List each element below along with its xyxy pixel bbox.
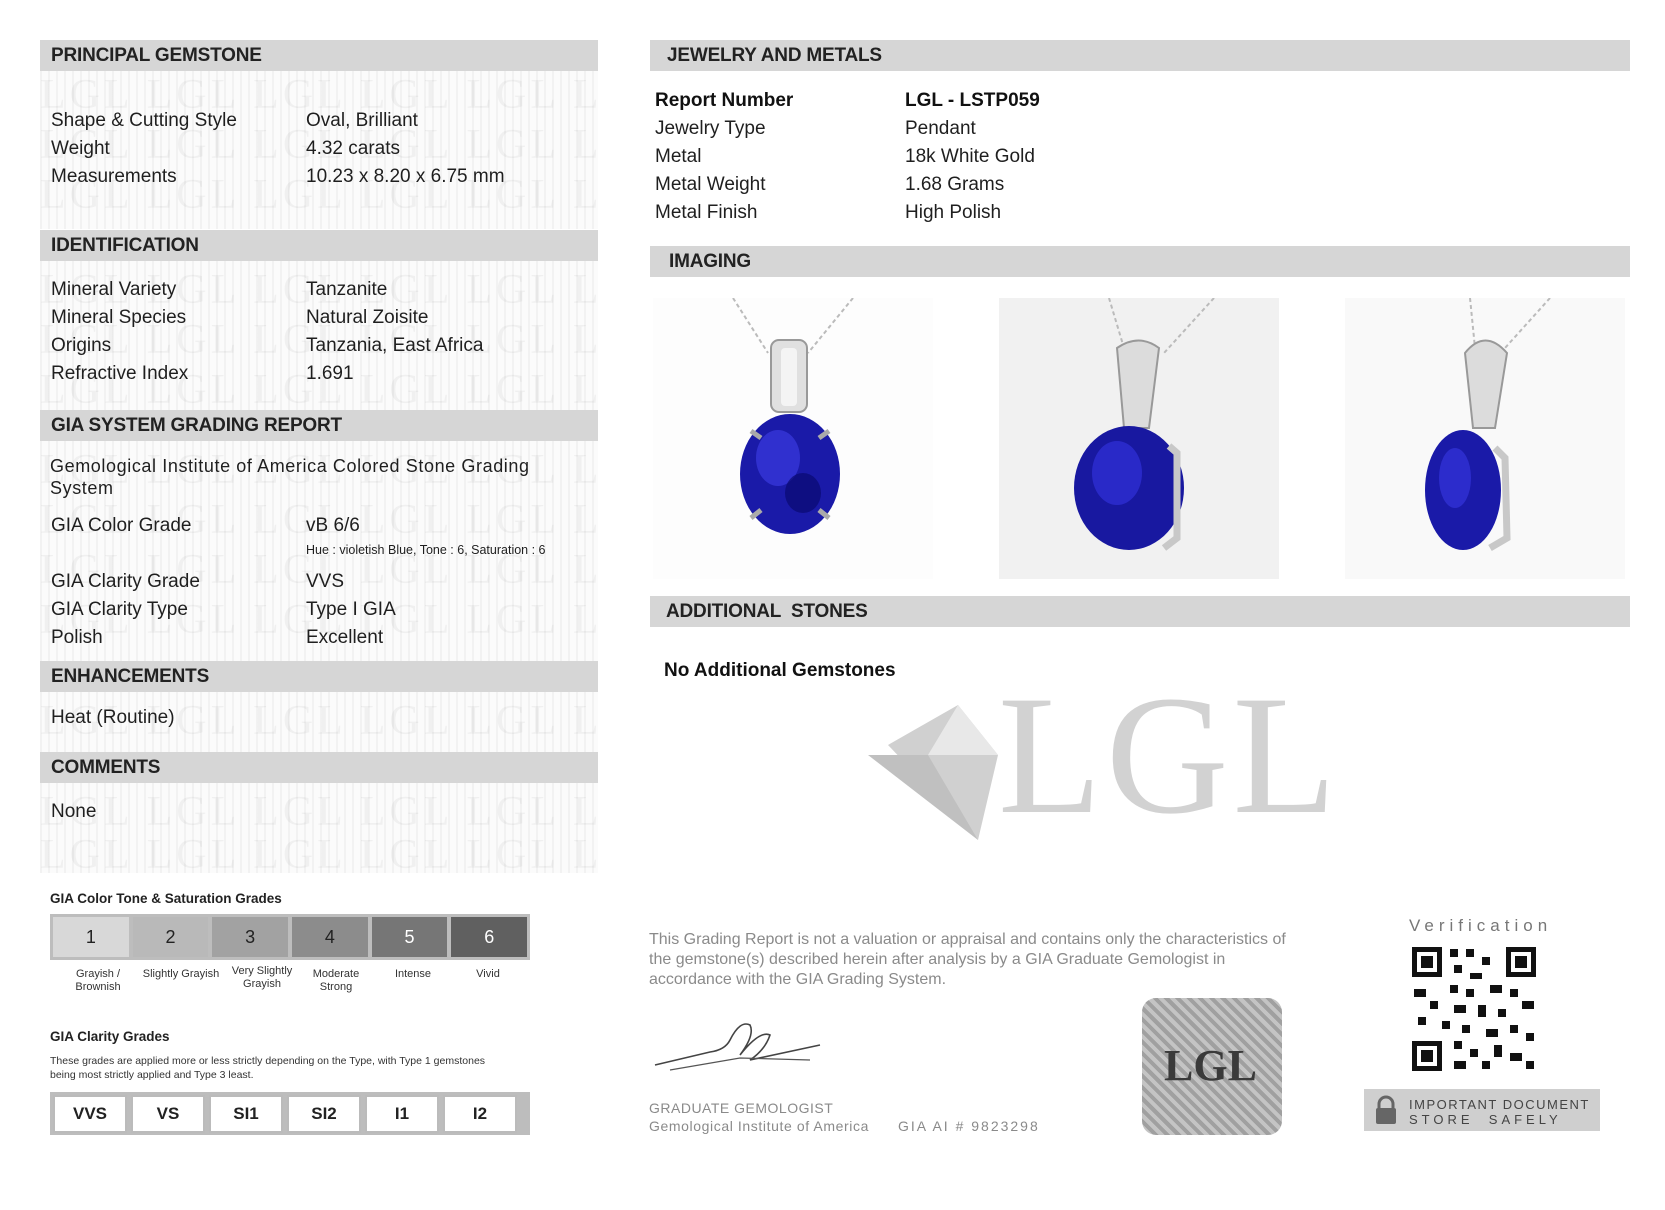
tone-desc-2: Slightly Grayish: [142, 968, 220, 980]
qr-code-icon: [1410, 945, 1538, 1073]
tone-desc-1: Grayish / Brownish: [75, 968, 121, 993]
clarity-cell: VVS: [53, 1095, 127, 1133]
gia-clarity-grade-label: GIA Clarity Grade: [51, 571, 200, 592]
pendant-angle-image: [999, 298, 1279, 579]
lgl-logo: [868, 661, 1341, 850]
tone-cell-1: 1: [53, 917, 129, 957]
metal-label: Metal: [655, 146, 702, 167]
watermark-panel: [40, 783, 598, 873]
clarity-cell: SI2: [287, 1095, 361, 1133]
clarity-cell: SI1: [209, 1095, 283, 1133]
tone-desc-4: Moderate Strong: [312, 968, 360, 993]
additional-stones-value: No Additional Gemstones: [664, 660, 896, 681]
tone-scale: [50, 914, 530, 960]
gia-color-grade-value: vB 6/6: [306, 515, 360, 536]
origins-value: Tanzania, East Africa: [306, 335, 484, 356]
important-document-badge: [1364, 1089, 1600, 1131]
gia-clarity-type-value: Type I GIA: [306, 599, 396, 620]
tone-cell-4: 4: [292, 917, 368, 957]
jewelry-type-label: Jewelry Type: [655, 118, 766, 139]
watermark-text: [40, 831, 598, 873]
metal-finish-value: High Polish: [905, 202, 1002, 223]
gia-grading-header: GIA SYSTEM GRADING REPORT: [40, 410, 598, 441]
jewelry-type-value: Pendant: [905, 118, 976, 139]
watermark-text: [40, 788, 598, 836]
gia-intro-text: Gemological Institute of America Colored Stone Grading System: [50, 456, 530, 498]
tone-cell-6: 6: [451, 917, 527, 957]
hologram-seal: [1142, 998, 1282, 1135]
report-number-value: LGL - LSTP059: [905, 90, 1040, 111]
important-line2: STORE SAFELY: [1409, 1112, 1562, 1127]
shape-value: Oval, Brilliant: [306, 110, 418, 131]
measurements-value: 10.23 x 8.20 x 6.75 mm: [306, 166, 505, 187]
tone-cell-3: 3: [212, 917, 288, 957]
pendant-side-image: [1345, 298, 1625, 579]
tone-cell-5: 5: [372, 917, 448, 957]
tone-desc-3: Very Slightly Grayish: [231, 965, 293, 990]
mineral-species-label: Mineral Species: [51, 307, 187, 328]
mineral-variety-value: Tanzanite: [306, 279, 388, 300]
hologram-text: LGL: [1164, 1041, 1257, 1090]
tone-desc-5: Intense: [394, 968, 432, 980]
shape-label: Shape & Cutting Style: [51, 110, 237, 131]
tone-cell-2: 2: [133, 917, 209, 957]
pendant-photo-side: [1345, 298, 1625, 579]
weight-label: Weight: [51, 138, 110, 159]
refractive-index-value: 1.691: [306, 363, 354, 384]
verification-title: Verification: [1409, 916, 1553, 935]
comments-value: None: [51, 801, 97, 822]
measurements-label: Measurements: [51, 166, 177, 187]
gia-clarity-grade-value: VVS: [306, 571, 345, 592]
weight-value: 4.32 carats: [306, 138, 400, 159]
tone-scale-title: GIA Color Tone & Saturation Grades: [50, 891, 282, 906]
additional-stones-header: ADDITIONAL STONES: [650, 596, 1630, 627]
disclaimer-text: This Grading Report is not a valuation or appraisal and contains only the characteristics of the gemstone(s) described herein after analysis by a GIA Graduate Gemologist in accordance with the GIA Grading System.: [649, 931, 1286, 988]
signature-mark: [650, 1010, 830, 1080]
lock-icon: [1374, 1095, 1398, 1125]
clarity-scale: [50, 1092, 530, 1135]
comments-header: COMMENTS: [40, 752, 598, 783]
enhancements-header: ENHANCEMENTS: [40, 661, 598, 692]
logo-text: LGL: [998, 661, 1341, 849]
signature-role: GRADUATE GEMOLOGIST: [649, 1100, 834, 1116]
metal-value: 18k White Gold: [905, 146, 1035, 167]
pendant-photo-angle: [999, 298, 1279, 579]
important-line1: IMPORTANT DOCUMENT: [1409, 1097, 1590, 1112]
metal-weight-label: Metal Weight: [655, 174, 766, 195]
pendant-photo-front: [653, 298, 933, 579]
enhancements-value: Heat (Routine): [51, 707, 175, 728]
pendant-front-image: [653, 298, 933, 579]
signature-institution: Gemological Institute of America: [649, 1118, 869, 1134]
principal-gemstone-header: PRINCIPAL GEMSTONE: [40, 40, 598, 71]
origins-label: Origins: [51, 335, 112, 356]
metal-finish-label: Metal Finish: [655, 202, 758, 223]
gia-ai-number: GIA AI # 9823298: [898, 1118, 1040, 1134]
clarity-cell: I1: [365, 1095, 439, 1133]
polish-label: Polish: [51, 627, 103, 648]
hue-note: Hue : violetish Blue, Tone : 6, Saturation : 6: [306, 543, 546, 557]
clarity-scale-title: GIA Clarity Grades: [50, 1029, 170, 1044]
mineral-species-value: Natural Zoisite: [306, 307, 429, 328]
report-number-label: Report Number: [655, 90, 794, 111]
qr-code[interactable]: [1410, 945, 1538, 1073]
clarity-scale-note: These grades are applied more or less strictly depending on the Type, with Type 1 gemstones being most strictly applied and Type 3 least.: [50, 1055, 486, 1081]
mineral-variety-label: Mineral Variety: [51, 279, 177, 300]
polish-value: Excellent: [306, 627, 384, 648]
jewelry-metals-header: JEWELRY AND METALS: [650, 40, 1630, 71]
identification-header: IDENTIFICATION: [40, 230, 598, 261]
gia-clarity-type-label: GIA Clarity Type: [51, 599, 188, 620]
gia-color-grade-label: GIA Color Grade: [51, 515, 192, 536]
tone-desc-6: Vivid: [476, 968, 500, 980]
refractive-index-label: Refractive Index: [51, 363, 189, 384]
clarity-cell: I2: [443, 1095, 517, 1133]
clarity-cell: VS: [131, 1095, 205, 1133]
imaging-header: IMAGING: [650, 246, 1630, 277]
metal-weight-value: 1.68 Grams: [905, 174, 1005, 195]
